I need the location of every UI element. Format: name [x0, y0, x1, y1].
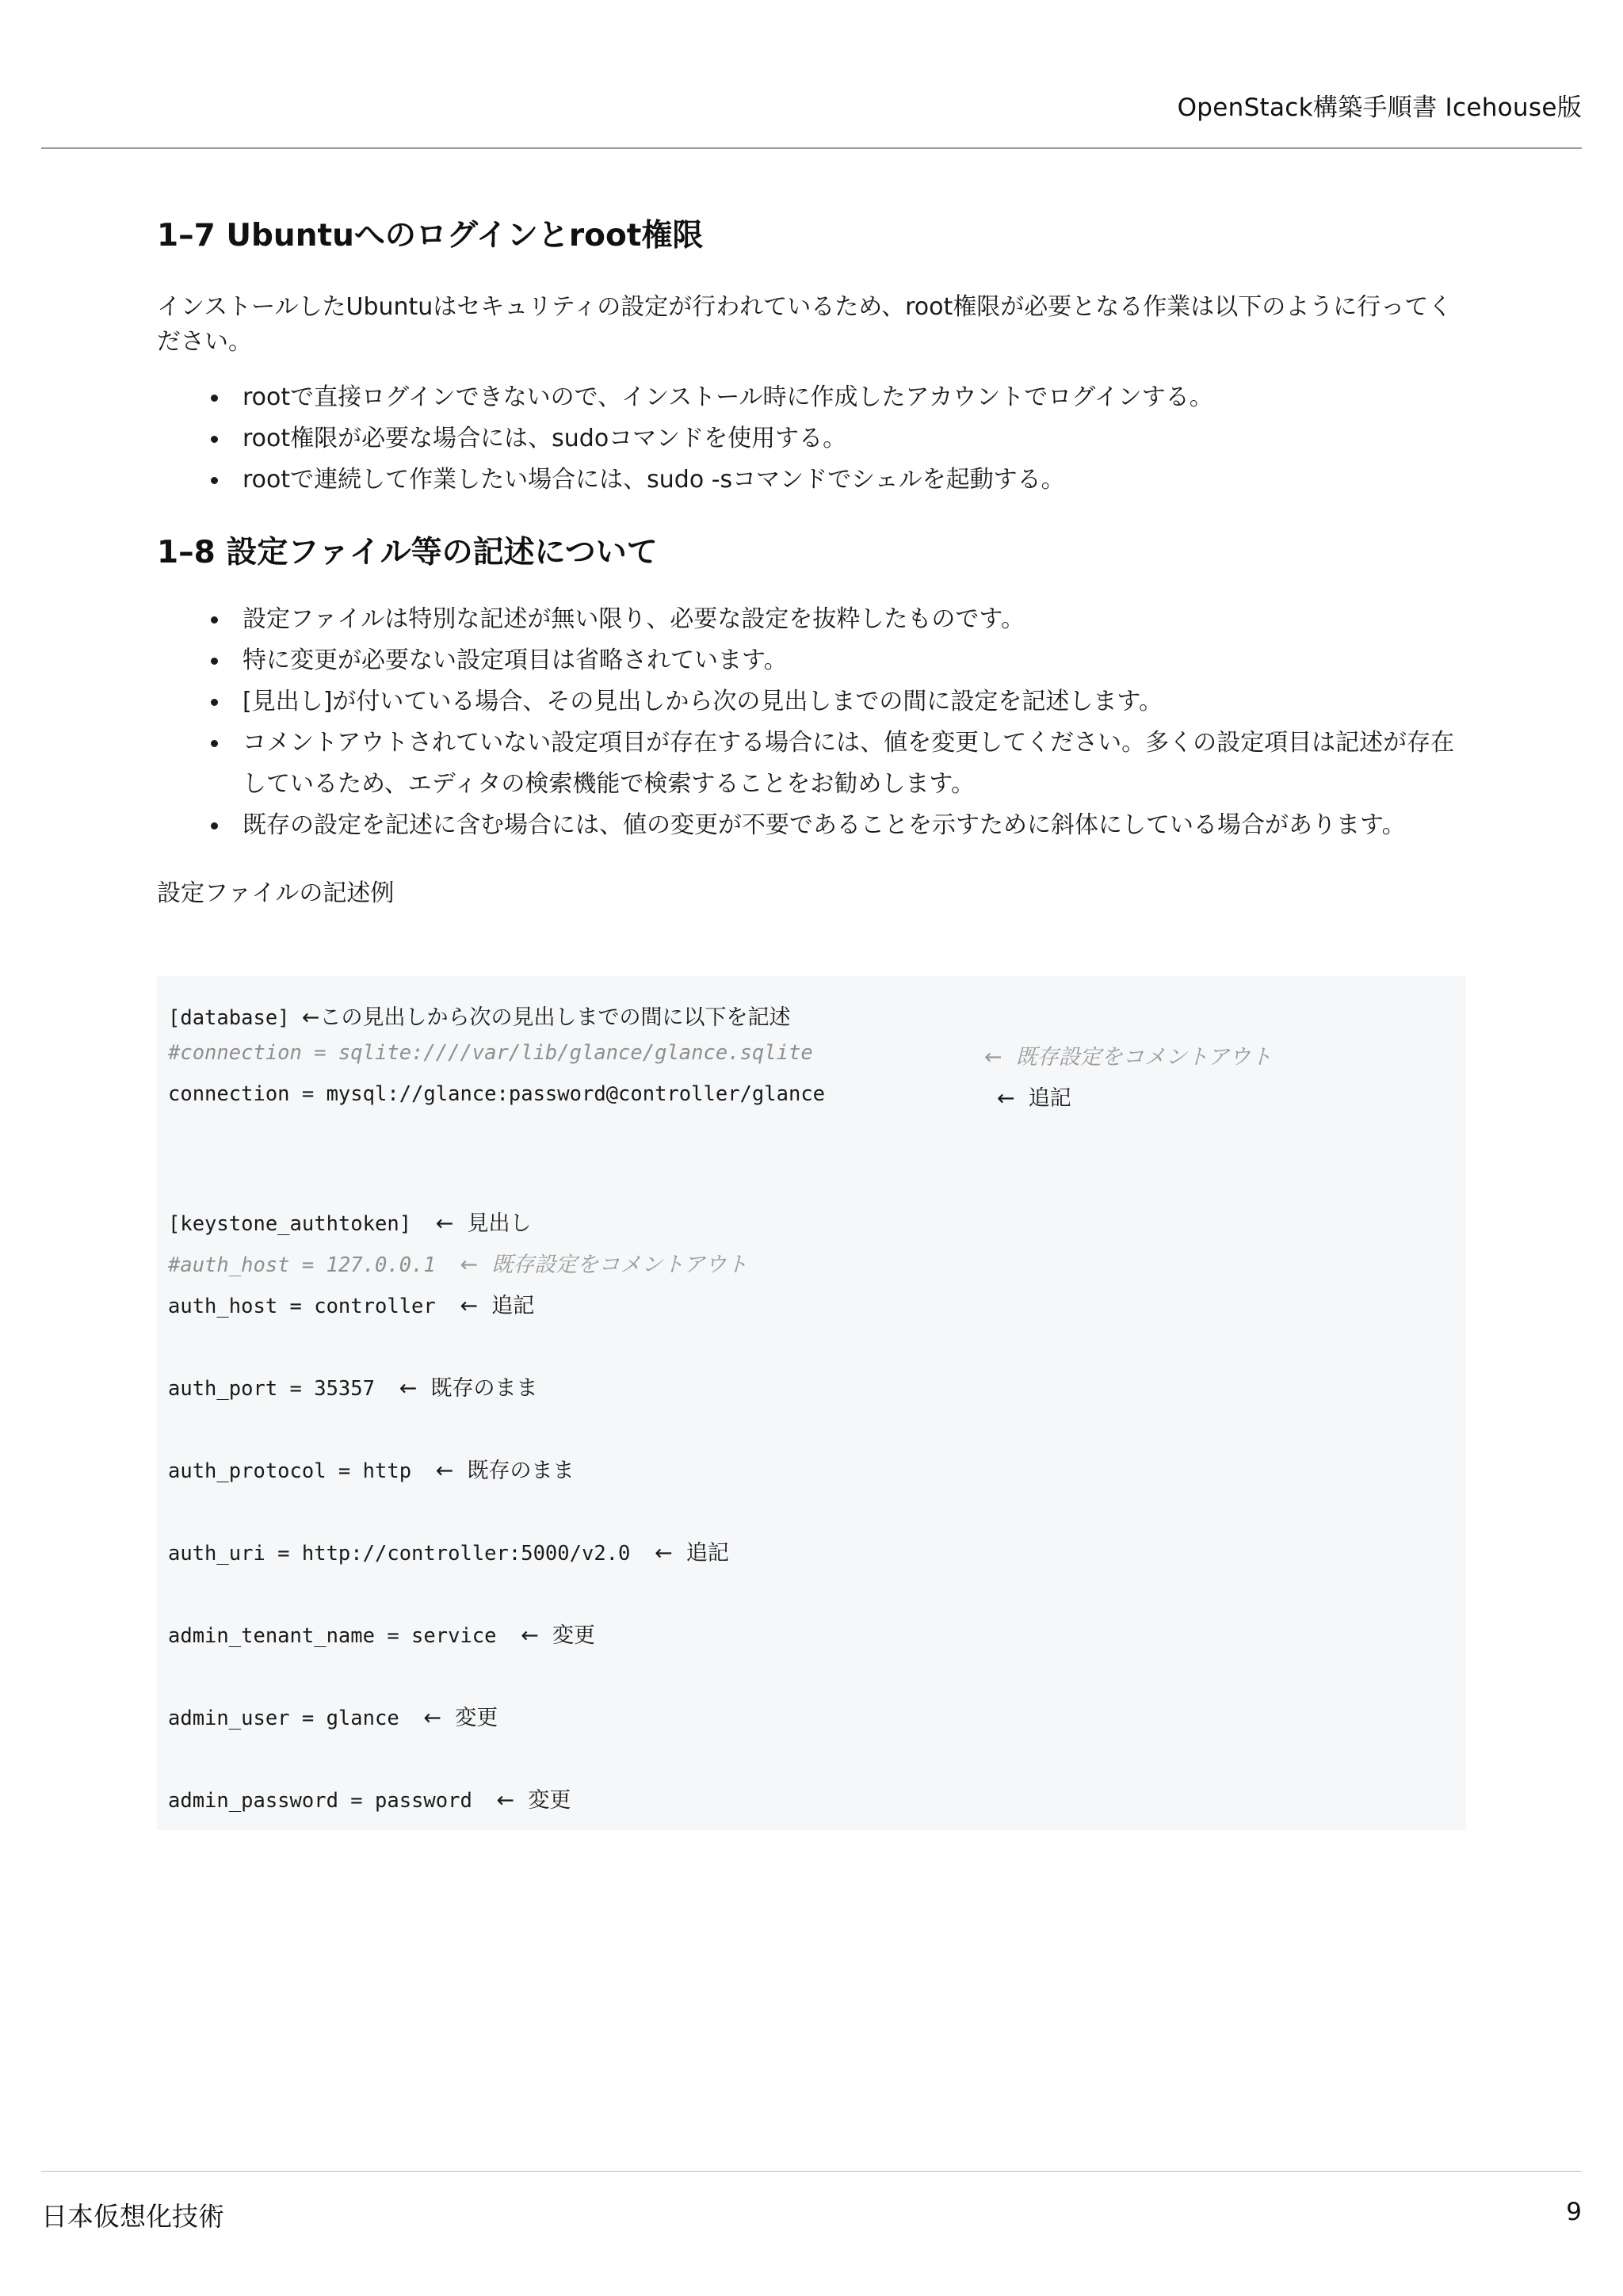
code-line [168, 1783, 571, 1814]
bullet-icon [211, 616, 218, 624]
bullet-icon [211, 436, 218, 443]
code-annotation: ← 既存のまま [399, 1376, 538, 1401]
bullet-icon [211, 822, 218, 830]
code-text: #connection = sqlite:////var/lib/glance/glance.sqlite [168, 1041, 813, 1065]
list-item-text: 既存の設定を記述に含む場合には、値の変更が不要であることを示すために斜体にしている場合があります。 [242, 811, 1406, 839]
bullet-icon [211, 699, 218, 706]
list-item [155, 723, 1463, 805]
bullet-icon [211, 395, 218, 402]
code-annotation: ← 変更 [423, 1706, 498, 1730]
bullet-icon [211, 740, 218, 747]
code-text: connection = mysql://glance:password@controller/glance [168, 1082, 826, 1106]
main-content [157, 214, 1465, 911]
list-item [155, 599, 1463, 640]
code-text: auth_host = controller [168, 1295, 436, 1318]
section-intro-paragraph: インストールしたUbuntuはセキュリティの設定が行われているため、root権限が必要となる作業は以下のように行ってください。 [157, 293, 1453, 356]
code-text: auth_protocol = http [168, 1459, 412, 1483]
code-line [168, 1041, 813, 1065]
list-item [155, 805, 1463, 846]
code-line [168, 1453, 575, 1484]
list-item [155, 460, 1463, 501]
bullet-list-login [157, 377, 1465, 501]
header-divider [41, 147, 1582, 149]
code-annotation: ← 追記 [460, 1294, 535, 1318]
section-heading-ubuntu-login: 1–7 Ubuntuへのログインとroot権限 [157, 218, 704, 254]
list-item-text: 特に変更が必要ない設定項目は省略されています。 [242, 646, 788, 674]
list-item-text: rootで直接ログインできないので、インストール時に作成したアカウントでログインする。 [242, 383, 1213, 411]
bullet-icon [211, 658, 218, 665]
code-annotation: ← 既存設定をコメントアウト [984, 1045, 1272, 1070]
code-annotation: ←この見出しから次の見出しまでの間に以下を記述 [301, 1005, 791, 1030]
code-text: #auth_host = 127.0.0.1 [168, 1253, 436, 1277]
list-item-text: [見出し]が付いている場合、その見出しから次の見出しまでの間に設定を記述します。 [242, 688, 1163, 715]
list-item-text: rootで連続して作業したい場合には、sudo -sコマンドでシェルを起動する。 [242, 466, 1065, 494]
code-line [168, 1535, 729, 1566]
example-caption: 設定ファイルの記述例 [157, 879, 395, 907]
list-item [155, 418, 1463, 460]
section-heading-config-notation: 1–8 設定ファイル等の記述について [157, 535, 658, 570]
bullet-list-config [157, 599, 1465, 846]
code-line [168, 1000, 791, 1031]
list-item-text: root権限が必要な場合には、sudoコマンドを使用する。 [242, 425, 847, 452]
code-text: auth_port = 35357 [168, 1377, 375, 1401]
code-text: admin_user = glance [168, 1707, 399, 1730]
code-annotation: ← 既存のまま [435, 1459, 575, 1483]
code-annotation: ← 追記 [655, 1541, 729, 1566]
code-line [168, 1700, 498, 1731]
list-item [155, 681, 1463, 723]
list-item [155, 640, 1463, 681]
code-line [168, 1288, 534, 1319]
code-line [168, 1247, 747, 1278]
bullet-icon [211, 477, 218, 484]
list-item-text: コメントアウトされていない設定項目が存在する場合には、値を変更してください。多くの設定項目は記述が存在しているため、エディタの検索機能で検索することをお勧めします。 [242, 729, 1455, 798]
code-annotation: ← 既存設定をコメントアウト [460, 1253, 748, 1277]
code-text: auth_uri = http://controller:5000/v2.0 [168, 1542, 631, 1566]
list-item [155, 377, 1463, 418]
code-line [168, 1206, 532, 1237]
footer-divider [41, 2171, 1582, 2172]
code-text: [database] [168, 1006, 290, 1030]
code-annotation: ← 変更 [521, 1623, 596, 1648]
footer-company-name: 日本仮想化技術 [41, 2201, 224, 2232]
code-text: [keystone_authtoken] [168, 1212, 412, 1236]
list-item-text: 設定ファイルは特別な記述が無い限り、必要な設定を抜粋したものです。 [242, 605, 1025, 633]
code-line [168, 1082, 825, 1106]
document-header-title: OpenStack構築手順書 Icehouse版 [1177, 93, 1582, 122]
page-number: 9 [1566, 2198, 1582, 2226]
code-annotation: ← 追記 [997, 1086, 1071, 1111]
code-line [168, 1618, 595, 1649]
code-annotation: ← 見出し [435, 1211, 532, 1236]
code-line [168, 1371, 538, 1402]
code-text: admin_password = password [168, 1789, 472, 1813]
code-text: admin_tenant_name = service [168, 1624, 497, 1648]
code-annotation: ← 変更 [496, 1788, 571, 1813]
config-code-block [157, 976, 1466, 1830]
